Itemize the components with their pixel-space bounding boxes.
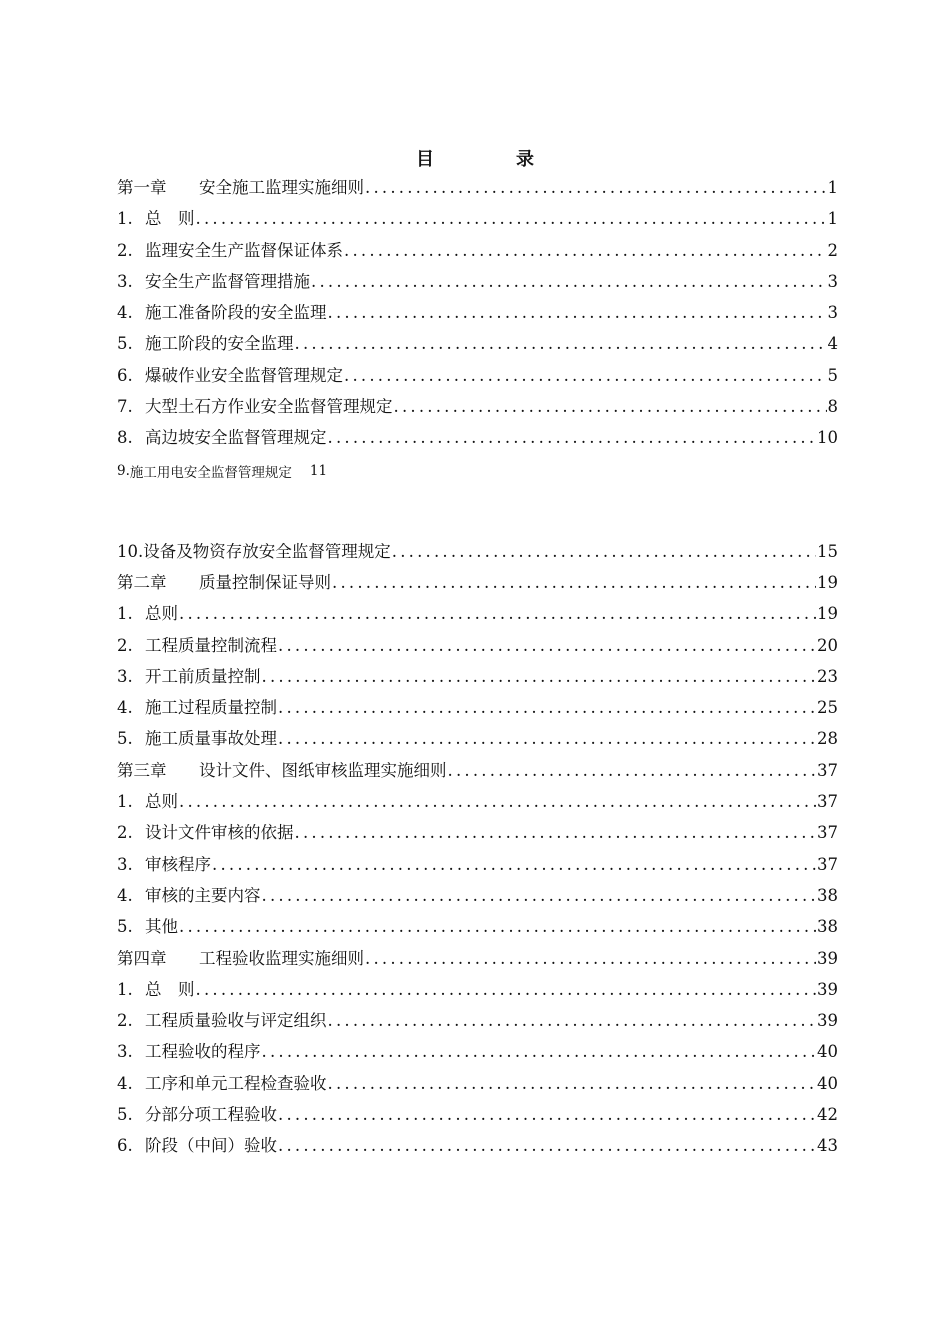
toc-dot-leader xyxy=(212,855,816,874)
toc-entry[interactable] xyxy=(117,694,838,725)
toc-entry-label: 总 则 xyxy=(145,209,195,229)
toc-entry[interactable] xyxy=(117,725,838,756)
toc-entry-number: 1. xyxy=(117,792,133,812)
toc-entry-label: 其他 xyxy=(145,917,178,937)
toc-entry[interactable] xyxy=(117,1070,838,1101)
toc-entry-label: 总 则 xyxy=(145,979,195,999)
toc-entry-page: 39 xyxy=(817,1011,838,1031)
toc-entry-number: 5. xyxy=(117,334,133,354)
toc-entry[interactable] xyxy=(117,663,838,694)
toc-entry[interactable] xyxy=(117,819,838,850)
toc-entry-page: 20 xyxy=(817,635,838,655)
toc-entry-page: 8 xyxy=(827,397,838,417)
toc-entry-number: 第三章 xyxy=(117,760,167,780)
toc-entry[interactable] xyxy=(117,913,838,944)
toc-entry-number: 5. xyxy=(117,1105,133,1125)
toc-entry-number: 2. xyxy=(117,240,133,260)
toc-entry-number: 1. xyxy=(117,979,133,999)
toc-entry[interactable] xyxy=(117,788,838,819)
toc-entry-number: 8. xyxy=(117,428,133,448)
toc-entry-label: 工程验收监理实施细则 xyxy=(199,948,364,968)
toc-entry-page: 38 xyxy=(817,885,838,905)
toc-entry-label: 分部分项工程验收 xyxy=(145,1105,277,1125)
toc-entry-page: 39 xyxy=(817,948,838,968)
toc-entry-page: 3 xyxy=(827,271,838,291)
toc-entry[interactable] xyxy=(117,424,838,455)
toc-dot-leader xyxy=(328,1074,817,1093)
toc-entry-label: 监理安全生产监督保证体系 xyxy=(145,240,343,260)
toc-entry-label: 施工质量事故处理 xyxy=(145,729,277,749)
table-of-contents xyxy=(117,174,838,1164)
toc-entry-page: 3 xyxy=(827,303,838,323)
toc-entry-number: 2. xyxy=(117,823,133,843)
toc-entry-page: 40 xyxy=(817,1073,838,1093)
toc-entry-number: 第二章 xyxy=(117,572,167,592)
toc-entry[interactable] xyxy=(117,1038,838,1069)
toc-entry-number: 2. xyxy=(117,1011,133,1031)
toc-entry-label: 总则 xyxy=(145,792,178,812)
toc-entry-page: 10 xyxy=(817,428,838,448)
toc-entry-label: 施工用电安全监督管理规定 xyxy=(129,464,292,481)
toc-entry-label: 安全施工监理实施细则 xyxy=(199,178,364,197)
toc-dot-leader xyxy=(196,209,827,228)
toc-entry-page: 28 xyxy=(817,729,838,749)
toc-entry-number: 5. xyxy=(117,917,133,937)
toc-entry-page: 43 xyxy=(817,1136,838,1156)
toc-entry-page: 19 xyxy=(817,604,838,624)
toc-entry-page: 39 xyxy=(817,979,838,999)
toc-dot-leader xyxy=(328,1011,817,1030)
toc-entry[interactable] xyxy=(117,569,838,600)
toc-dot-leader xyxy=(196,980,817,999)
toc-entry-label: 工程验收的程序 xyxy=(145,1042,261,1062)
toc-entry[interactable] xyxy=(117,268,838,299)
toc-section-part1 xyxy=(117,174,838,456)
toc-entry[interactable] xyxy=(117,393,838,424)
toc-section-part2 xyxy=(117,538,838,1164)
toc-entry[interactable] xyxy=(117,299,838,330)
toc-entry-number: 3. xyxy=(117,1042,133,1062)
toc-title: 目 录 xyxy=(416,149,566,170)
toc-entry-label: 阶段（中间）验收 xyxy=(145,1136,277,1156)
toc-entry[interactable] xyxy=(117,600,838,631)
toc-entry-page: 37 xyxy=(817,823,838,843)
toc-entry-label: 大型土石方作业安全监督管理规定 xyxy=(145,397,393,417)
toc-dot-leader xyxy=(179,792,816,811)
toc-entry-page: 42 xyxy=(817,1105,838,1125)
toc-entry-number: 3. xyxy=(117,854,133,874)
toc-gap xyxy=(117,486,838,538)
toc-dot-leader xyxy=(448,761,817,780)
toc-dot-leader xyxy=(262,1042,817,1061)
toc-dot-leader xyxy=(328,428,817,447)
toc-entry-number: 4. xyxy=(117,885,133,905)
toc-dot-leader xyxy=(295,334,827,353)
toc-entry-label: 施工阶段的安全监理 xyxy=(145,334,294,354)
toc-dot-leader xyxy=(365,178,827,197)
toc-entry-number: 第一章 xyxy=(117,178,167,197)
toc-entry-label: 审核程序 xyxy=(145,854,211,874)
toc-dot-leader xyxy=(262,886,817,905)
toc-entry-page: 40 xyxy=(817,1042,838,1062)
toc-entry[interactable] xyxy=(117,1101,838,1132)
toc-entry-label: 高边坡安全监督管理规定 xyxy=(145,428,327,448)
toc-entry-page: 37 xyxy=(817,792,838,812)
toc-entry-number: 10. xyxy=(117,541,144,561)
toc-entry-number: 9. xyxy=(117,462,130,479)
toc-entry-page: 2 xyxy=(827,240,838,260)
toc-entry-label: 设计文件审核的依据 xyxy=(145,823,294,843)
toc-entry[interactable] xyxy=(117,538,838,569)
toc-entry[interactable] xyxy=(117,174,838,205)
toc-dot-leader xyxy=(295,823,817,842)
toc-dot-leader xyxy=(332,573,816,592)
toc-entry-page: 1 xyxy=(827,209,838,229)
toc-entry-number: 3. xyxy=(117,666,133,686)
toc-entry-label: 爆破作业安全监督管理规定 xyxy=(145,365,343,385)
toc-dot-leader xyxy=(278,729,816,748)
toc-entry-label: 工程质量验收与评定组织 xyxy=(145,1011,327,1031)
toc-entry[interactable] xyxy=(117,237,838,268)
toc-entry[interactable] xyxy=(117,757,838,788)
toc-entry[interactable] xyxy=(117,976,838,1007)
toc-entry[interactable] xyxy=(117,945,838,976)
toc-entry[interactable] xyxy=(117,851,838,882)
toc-dot-leader xyxy=(394,397,827,416)
toc-entry[interactable] xyxy=(117,205,838,236)
toc-entry-label: 工序和单元工程检查验收 xyxy=(145,1073,327,1093)
toc-dot-leader xyxy=(262,667,817,686)
toc-entry-number: 3. xyxy=(117,271,133,291)
toc-entry-number: 7. xyxy=(117,397,133,417)
toc-dot-leader xyxy=(278,636,816,655)
toc-dot-leader xyxy=(365,949,816,968)
toc-entry-number: 2. xyxy=(117,635,133,655)
toc-entry-page: 19 xyxy=(817,572,838,592)
toc-entry-label: 开工前质量控制 xyxy=(145,666,261,686)
toc-entry[interactable] xyxy=(117,632,838,663)
toc-entry-number: 4. xyxy=(117,1073,133,1093)
toc-entry-label: 工程质量控制流程 xyxy=(145,635,277,655)
toc-entry[interactable] xyxy=(117,882,838,913)
toc-entry-page: 37 xyxy=(817,760,838,780)
toc-entry-label: 设备及物资存放安全监督管理规定 xyxy=(143,541,391,561)
toc-entry-page: 37 xyxy=(817,854,838,874)
toc-entry-label: 施工过程质量控制 xyxy=(145,698,277,718)
toc-dot-leader xyxy=(278,1105,816,1124)
toc-entry-label: 安全生产监督管理措施 xyxy=(145,271,310,291)
toc-entry-label: 审核的主要内容 xyxy=(145,885,261,905)
toc-entry-number: 6. xyxy=(117,365,133,385)
toc-entry-number: 1. xyxy=(117,209,133,229)
toc-entry-page: 1 xyxy=(827,178,838,197)
toc-entry-page: 25 xyxy=(817,698,838,718)
toc-entry-label: 设计文件、图纸审核监理实施细则 xyxy=(199,760,447,780)
toc-entry[interactable] xyxy=(117,362,838,393)
toc-entry-label: 施工准备阶段的安全监理 xyxy=(145,303,327,323)
toc-entry-number: 6. xyxy=(117,1136,133,1156)
toc-entry-page: 15 xyxy=(817,541,838,561)
toc-dot-leader xyxy=(278,698,816,717)
toc-dot-leader xyxy=(344,366,827,385)
toc-entry-page: 11 xyxy=(309,462,328,479)
toc-entry-number: 1. xyxy=(117,604,133,624)
toc-dot-leader xyxy=(344,241,827,260)
toc-entry-number: 4. xyxy=(117,303,133,323)
toc-dot-leader xyxy=(311,272,827,291)
toc-entry-label: 总则 xyxy=(145,604,178,624)
toc-dot-leader xyxy=(179,917,816,936)
toc-entry-page: 23 xyxy=(817,666,838,686)
toc-entry-small[interactable] xyxy=(117,456,838,486)
toc-entry-number: 第四章 xyxy=(117,948,167,968)
toc-dot-leader xyxy=(179,604,816,623)
toc-entry-page: 5 xyxy=(827,365,838,385)
toc-entry[interactable] xyxy=(117,1007,838,1038)
toc-entry-number: 5. xyxy=(117,729,133,749)
toc-entry-number: 4. xyxy=(117,698,133,718)
toc-entry-page: 38 xyxy=(817,917,838,937)
toc-dot-leader xyxy=(392,542,816,561)
toc-dot-leader xyxy=(278,1136,816,1155)
toc-dot-leader xyxy=(328,303,827,322)
toc-entry-label: 质量控制保证导则 xyxy=(199,572,331,592)
toc-entry-page: 4 xyxy=(827,334,838,354)
toc-entry[interactable] xyxy=(117,330,838,361)
toc-entry[interactable] xyxy=(117,1132,838,1163)
